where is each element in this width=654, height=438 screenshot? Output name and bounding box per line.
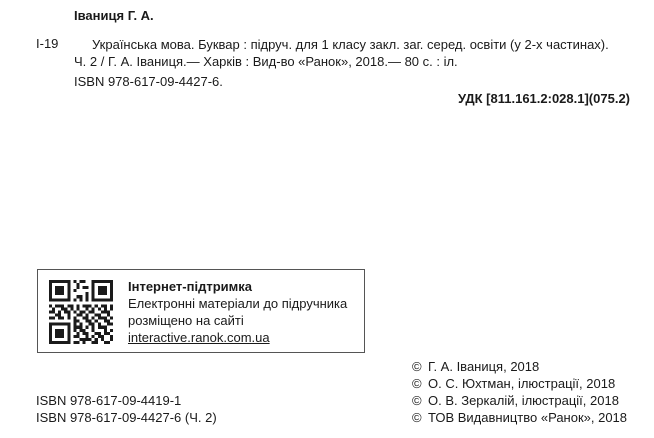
copyright-text: О. С. Юхтман, ілюстрації, 2018 <box>428 376 616 391</box>
support-line-1: Електронні матеріали до підручника <box>128 296 348 311</box>
internet-support-box <box>37 269 365 353</box>
qr-code-icon <box>49 280 113 344</box>
copyright-symbol: © <box>412 359 422 374</box>
copyright-row <box>412 358 627 375</box>
copyright-text: Г. А. Іваниця, 2018 <box>428 359 540 374</box>
copyright-symbol: © <box>412 410 422 425</box>
copyright-row <box>412 409 627 426</box>
copyright-list <box>412 358 627 426</box>
isbn-list <box>36 392 217 426</box>
support-website-link[interactable]: interactive.ranok.com.ua <box>128 330 270 345</box>
copyright-row <box>412 375 627 392</box>
support-title: Інтернет-підтримка <box>128 279 252 294</box>
isbn-main: ISBN 978-617-09-4427-6. <box>74 74 223 89</box>
copyright-text: ТОВ Видавництво «Ранок», 2018 <box>428 410 628 425</box>
description-line-1: Українська мова. Буквар : підруч. для 1 класу закл. заг. серед. освіти (у 2-х частинах). <box>92 37 609 52</box>
description-line-2: Ч. 2 / Г. А. Іваниця.— Харків : Вид-во «Ранок», 2018.— 80 с. : іл. <box>74 54 458 69</box>
udc-code: УДК [811.161.2:028.1](075.2) <box>457 91 630 106</box>
isbn-part-2: ISBN 978-617-09-4427-6 (Ч. 2) <box>36 410 217 425</box>
catalog-code: І-19 <box>36 36 59 51</box>
isbn-full-set: ISBN 978-617-09-4419-1 <box>36 393 182 408</box>
copyright-text: О. В. Зеркалій, ілюстрації, 2018 <box>428 393 619 408</box>
copyright-symbol: © <box>412 393 422 408</box>
author-name: Іваниця Г. А. <box>74 8 154 23</box>
bibliographic-description <box>74 36 644 70</box>
support-text <box>128 278 347 346</box>
copyright-symbol: © <box>412 376 422 391</box>
copyright-row <box>412 392 627 409</box>
support-line-2: розміщено на сайті <box>128 313 244 328</box>
